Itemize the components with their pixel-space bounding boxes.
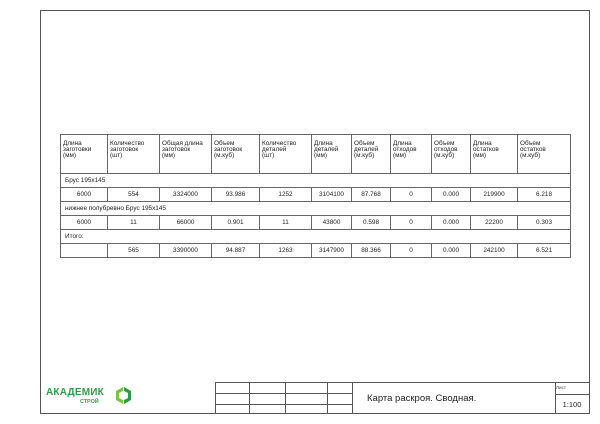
company-logo [46, 386, 136, 408]
cutting-summary-table [60, 134, 571, 258]
cell-blank-length: 6000 [61, 216, 108, 230]
logo-wordmark: АКАДЕМИК [46, 387, 104, 398]
logo-mark-icon [115, 386, 133, 405]
cell-part-length: 3147900 [312, 244, 352, 258]
table-row [61, 216, 571, 230]
section-label: нижнее полубревно Брус 195х145 [61, 202, 571, 216]
cell-waste-volume: 0.000 [432, 216, 471, 230]
cell-part-length: 3104100 [312, 188, 352, 202]
cell-part-volume: 87.768 [352, 188, 391, 202]
header-blank-length: Длина заготовки (мм) [61, 135, 108, 174]
cell-waste-length: 0 [391, 244, 432, 258]
cell-blank-volume: 93.986 [212, 188, 260, 202]
cell-waste-length: 0 [391, 188, 432, 202]
cell-part-count: 11 [260, 216, 312, 230]
drawing-title: Карта раскроя. Сводная. [367, 393, 477, 404]
cell-part-volume: 88.366 [352, 244, 391, 258]
header-part-length: Длина деталей (мм) [312, 135, 352, 174]
section-label: Итого: [61, 230, 571, 244]
section-label: Брус 195х145 [61, 174, 571, 188]
cell-blank-total-length: 66000 [160, 216, 212, 230]
cell-blank-volume: 94.887 [212, 244, 260, 258]
header-waste-volume: Объем отходов (м.куб) [432, 135, 471, 174]
cell-blank-count: 11 [108, 216, 160, 230]
cell-blank-length [61, 244, 108, 258]
cell-remainder-length: 219900 [471, 188, 518, 202]
header-blank-total-length: Общая длина заготовок (мм) [160, 135, 212, 174]
cell-remainder-volume: 6.521 [518, 244, 571, 258]
cell-blank-length: 6000 [61, 188, 108, 202]
section-row-brus [61, 174, 571, 188]
header-part-volume: Объем деталей (м.куб) [352, 135, 391, 174]
cell-remainder-volume: 0.303 [518, 216, 571, 230]
header-part-count: Количество деталей (шт) [260, 135, 312, 174]
cell-blank-count: 554 [108, 188, 160, 202]
logo-subtitle: СТРОЙ [80, 399, 99, 405]
cell-part-count: 1263 [260, 244, 312, 258]
cell-waste-volume: 0.000 [432, 188, 471, 202]
cell-blank-total-length: 3390000 [160, 244, 212, 258]
cell-blank-count: 565 [108, 244, 160, 258]
table-row [61, 188, 571, 202]
cell-remainder-length: 242100 [471, 244, 518, 258]
header-remainder-length: Длина остатков (мм) [471, 135, 518, 174]
cell-waste-volume: 0.000 [432, 244, 471, 258]
header-waste-length: Длина отходов (мм) [391, 135, 432, 174]
header-remainder-volume: Объем остатков (м.куб) [518, 135, 571, 174]
scale-value: 1:100 [562, 400, 582, 409]
section-row-half-log [61, 202, 571, 216]
total-row [61, 244, 571, 258]
cell-waste-length: 0 [391, 216, 432, 230]
section-row-total [61, 230, 571, 244]
header-blank-count: Количество заготовок (шт) [108, 135, 160, 174]
cell-part-volume: 0.598 [352, 216, 391, 230]
cell-part-count: 1252 [260, 188, 312, 202]
table-header-row [61, 135, 571, 174]
sheet-label: Лист [556, 385, 566, 390]
cell-blank-volume: 0.901 [212, 216, 260, 230]
cell-remainder-length: 22200 [471, 216, 518, 230]
cell-blank-total-length: 3324000 [160, 188, 212, 202]
header-blank-volume: Объем заготовок (м.куб) [212, 135, 260, 174]
cell-part-length: 43800 [312, 216, 352, 230]
cell-remainder-volume: 6.218 [518, 188, 571, 202]
